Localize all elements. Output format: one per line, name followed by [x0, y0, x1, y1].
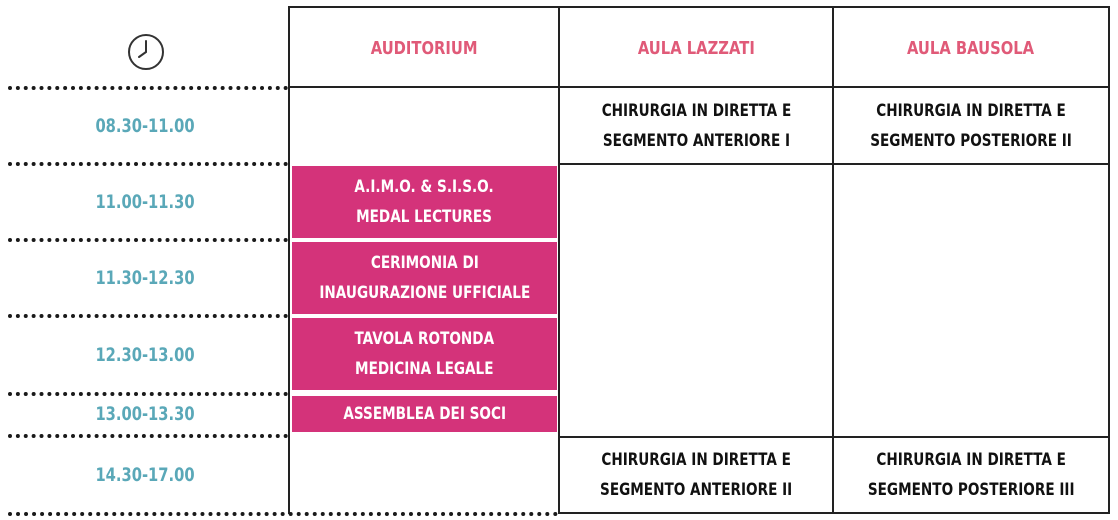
session-bausola-2: CHIRURGIA IN DIRETTA E SEGMENTO POSTERIORE III [867, 450, 1075, 500]
time-slot: 14.30-17.00 [95, 464, 195, 486]
grid-line [288, 86, 1110, 88]
row-divider [8, 512, 558, 516]
room-header-aula-bausola: AULA BAUSOLA [907, 37, 1035, 59]
time-slot: 12.30-13.00 [95, 344, 195, 366]
grid-line [288, 6, 1110, 8]
room-header-aula-lazzati: AULA LAZZATI [637, 37, 755, 59]
session-lazzati-1: CHIRURGIA IN DIRETTA E SEGMENTO ANTERIORE I [601, 101, 791, 151]
time-slot: 11.00-11.30 [95, 191, 195, 213]
time-slot: 11.30-12.30 [95, 267, 195, 289]
session-lazzati-2: CHIRURGIA IN DIRETTA E SEGMENTO ANTERIORE II [599, 450, 793, 500]
grid-line [558, 163, 1110, 165]
session-bausola-1: CHIRURGIA IN DIRETTA E SEGMENTO POSTERIORE II [870, 101, 1072, 151]
session-assemblea: ASSEMBLEA DEI SOCI [292, 396, 557, 432]
grid-line [558, 512, 1110, 514]
session-medal-lectures: A.I.M.O. & S.I.S.O. MEDAL LECTURES [292, 166, 557, 238]
session-tavola-rotonda: TAVOLA ROTONDA MEDICINA LEGALE [292, 318, 557, 390]
session-cerimonia: CERIMONIA DI INAUGURAZIONE UFFICIALE [292, 242, 557, 314]
time-slot: 08.30-11.00 [95, 115, 195, 137]
clock-icon [124, 30, 168, 74]
time-slot: 13.00-13.30 [95, 403, 195, 425]
room-header-auditorium: AUDITORIUM [370, 37, 478, 59]
